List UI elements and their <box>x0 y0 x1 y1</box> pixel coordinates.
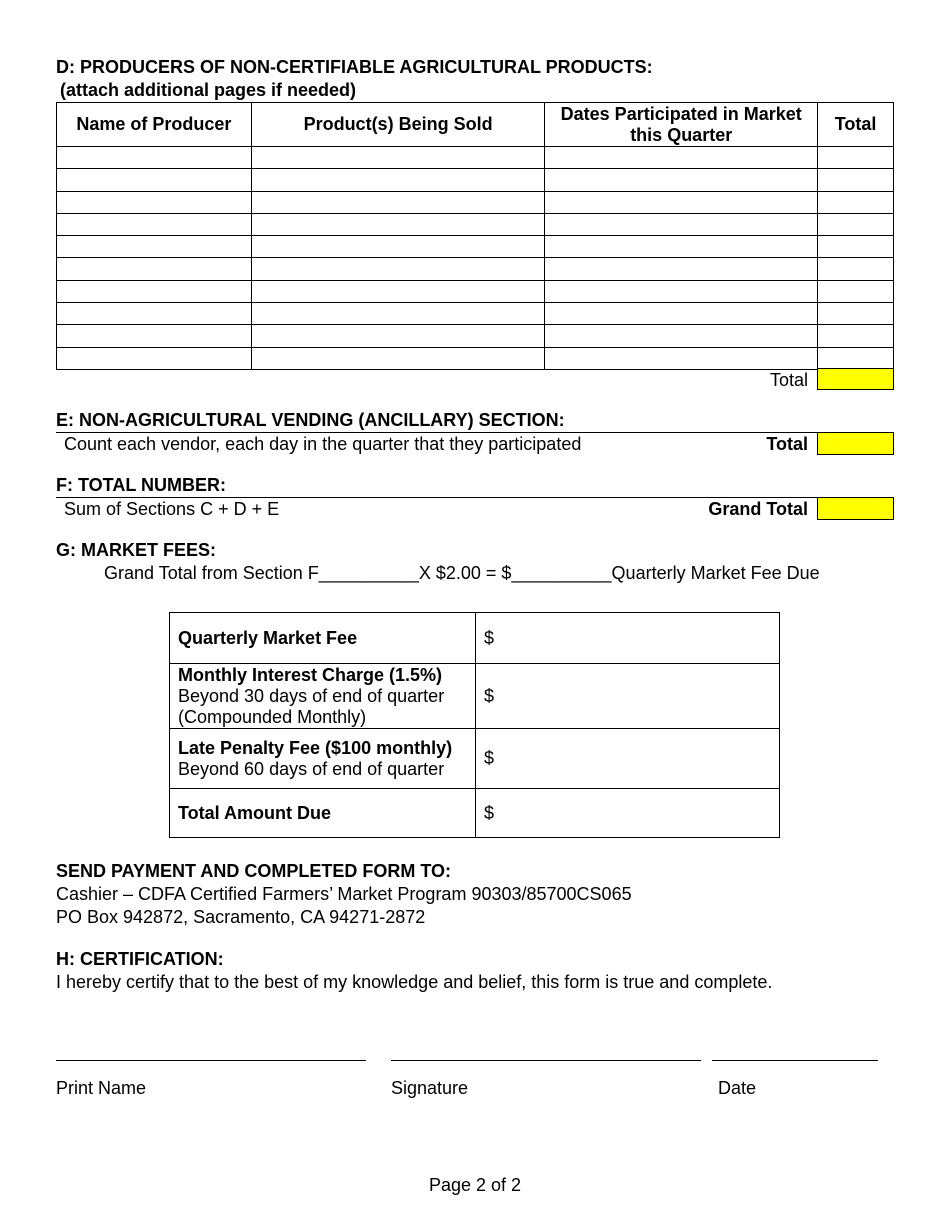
table-row <box>57 213 894 235</box>
section-h-heading: H: CERTIFICATION: <box>56 949 224 969</box>
section-d-heading: D: PRODUCERS OF NON-CERTIFIABLE AGRICULTURAL PRODUCTS: <box>56 57 653 77</box>
dates-cell[interactable] <box>545 191 818 213</box>
product-cell[interactable] <box>251 191 545 213</box>
print-name-label: Print Name <box>56 1078 147 1098</box>
table-row <box>57 347 894 369</box>
col-dates-line1: Dates Participated in Market <box>560 103 802 124</box>
total-cell[interactable] <box>818 280 894 302</box>
certification-statement: I hereby certify that to the best of my knowledge and belief, this form is true and complete. <box>56 972 773 992</box>
product-cell[interactable] <box>251 347 545 369</box>
signature-label: Signature <box>391 1078 469 1098</box>
table-row <box>57 147 894 169</box>
fee-note: (Compounded Monthly) <box>178 706 367 727</box>
producer-name-cell[interactable] <box>57 236 252 258</box>
total-cell[interactable] <box>818 303 894 325</box>
product-cell[interactable] <box>251 147 545 169</box>
producer-name-cell[interactable] <box>57 169 252 191</box>
fee-amount-field[interactable]: $ <box>476 729 780 789</box>
date-label: Date <box>718 1078 757 1098</box>
dates-cell[interactable] <box>545 280 818 302</box>
fee-label-cell <box>170 664 476 729</box>
total-cell[interactable] <box>818 236 894 258</box>
producer-name-cell[interactable] <box>57 347 252 369</box>
signature-line[interactable] <box>391 1060 701 1061</box>
dates-cell[interactable] <box>545 169 818 191</box>
section-d-total-field[interactable] <box>817 368 894 390</box>
section-e-heading: E: NON-AGRICULTURAL VENDING (ANCILLARY) SECTION: <box>56 410 565 430</box>
fee-row-quarterly <box>170 613 780 664</box>
section-e-divider <box>56 432 817 433</box>
dates-cell[interactable] <box>545 347 818 369</box>
fee-description: Beyond 60 days of end of quarter <box>178 758 445 779</box>
total-cell[interactable] <box>818 347 894 369</box>
producer-name-cell[interactable] <box>57 325 252 347</box>
producer-name-cell[interactable] <box>57 258 252 280</box>
product-cell[interactable] <box>251 236 545 258</box>
fee-label-cell <box>170 729 476 789</box>
fee-row-total <box>170 789 780 838</box>
col-dates-line2: this Quarter <box>630 124 733 145</box>
table-row <box>57 325 894 347</box>
table-row <box>57 258 894 280</box>
section-e-total-field[interactable] <box>817 432 894 455</box>
total-cell[interactable] <box>818 147 894 169</box>
market-fee-formula: Grand Total from Section F__________X $2.00 = $__________Quarterly Market Fee Due <box>104 563 820 583</box>
fee-amount-field[interactable]: $ <box>476 664 780 729</box>
fee-amount-field[interactable]: $ <box>476 613 780 664</box>
section-d-subheading: (attach additional pages if needed) <box>60 80 357 100</box>
producer-name-cell[interactable] <box>57 191 252 213</box>
producers-table-header <box>57 103 894 147</box>
total-cell[interactable] <box>818 191 894 213</box>
producers-table <box>56 102 894 370</box>
col-total: Total <box>818 103 894 147</box>
product-cell[interactable] <box>251 325 545 347</box>
section-g-heading: G: MARKET FEES: <box>56 540 216 560</box>
producer-name-cell[interactable] <box>57 303 252 325</box>
fee-row-interest <box>170 664 780 729</box>
fee-row-late-penalty <box>170 729 780 789</box>
fee-label-cell <box>170 789 476 838</box>
page-number: Page 2 of 2 <box>428 1175 522 1195</box>
dates-cell[interactable] <box>545 147 818 169</box>
dates-cell[interactable] <box>545 236 818 258</box>
section-f-description: Sum of Sections C + D + E <box>64 499 280 519</box>
dates-cell[interactable] <box>545 325 818 347</box>
print-name-line[interactable] <box>56 1060 366 1061</box>
fee-description: Beyond 30 days of end of quarter <box>178 685 445 706</box>
table-row <box>57 303 894 325</box>
producer-name-cell[interactable] <box>57 280 252 302</box>
table-row <box>57 280 894 302</box>
fee-title: Monthly Interest Charge (1.5%) <box>178 664 443 685</box>
product-cell[interactable] <box>251 303 545 325</box>
fee-table <box>169 612 780 838</box>
producer-name-cell[interactable] <box>57 147 252 169</box>
fee-title: Total Amount Due <box>178 802 331 823</box>
table-row <box>57 191 894 213</box>
table-row <box>57 236 894 258</box>
product-cell[interactable] <box>251 280 545 302</box>
total-cell[interactable] <box>818 213 894 235</box>
fee-label-cell <box>170 613 476 664</box>
col-dates-participated <box>545 103 818 147</box>
product-cell[interactable] <box>251 213 545 235</box>
total-cell[interactable] <box>818 325 894 347</box>
section-f-grand-total-field[interactable] <box>817 497 894 520</box>
fee-title: Quarterly Market Fee <box>178 627 358 648</box>
col-name-of-producer: Name of Producer <box>57 103 252 147</box>
section-d-total-label: Total <box>769 370 808 390</box>
payment-address-line1: Cashier – CDFA Certified Farmers’ Market Program 90303/85700CS065 <box>56 884 632 904</box>
date-line[interactable] <box>712 1060 878 1061</box>
section-e-total-label: Total <box>766 434 808 454</box>
fee-title: Late Penalty Fee ($100 monthly) <box>178 737 453 758</box>
payment-heading: SEND PAYMENT AND COMPLETED FORM TO: <box>56 861 452 881</box>
table-row <box>57 169 894 191</box>
dates-cell[interactable] <box>545 213 818 235</box>
dates-cell[interactable] <box>545 303 818 325</box>
col-products-being-sold: Product(s) Being Sold <box>251 103 545 147</box>
fee-amount-field[interactable]: $ <box>476 789 780 838</box>
total-cell[interactable] <box>818 258 894 280</box>
section-f-grand-total-label: Grand Total <box>708 499 808 519</box>
section-e-description: Count each vendor, each day in the quarter that they participated <box>64 434 582 454</box>
section-f-heading: F: TOTAL NUMBER: <box>56 475 226 495</box>
product-cell[interactable] <box>251 258 545 280</box>
section-f-divider <box>56 497 817 498</box>
total-cell[interactable] <box>818 169 894 191</box>
producer-name-cell[interactable] <box>57 213 252 235</box>
dates-cell[interactable] <box>545 258 818 280</box>
payment-address-line2: PO Box 942872, Sacramento, CA 94271-2872 <box>56 907 426 927</box>
product-cell[interactable] <box>251 169 545 191</box>
